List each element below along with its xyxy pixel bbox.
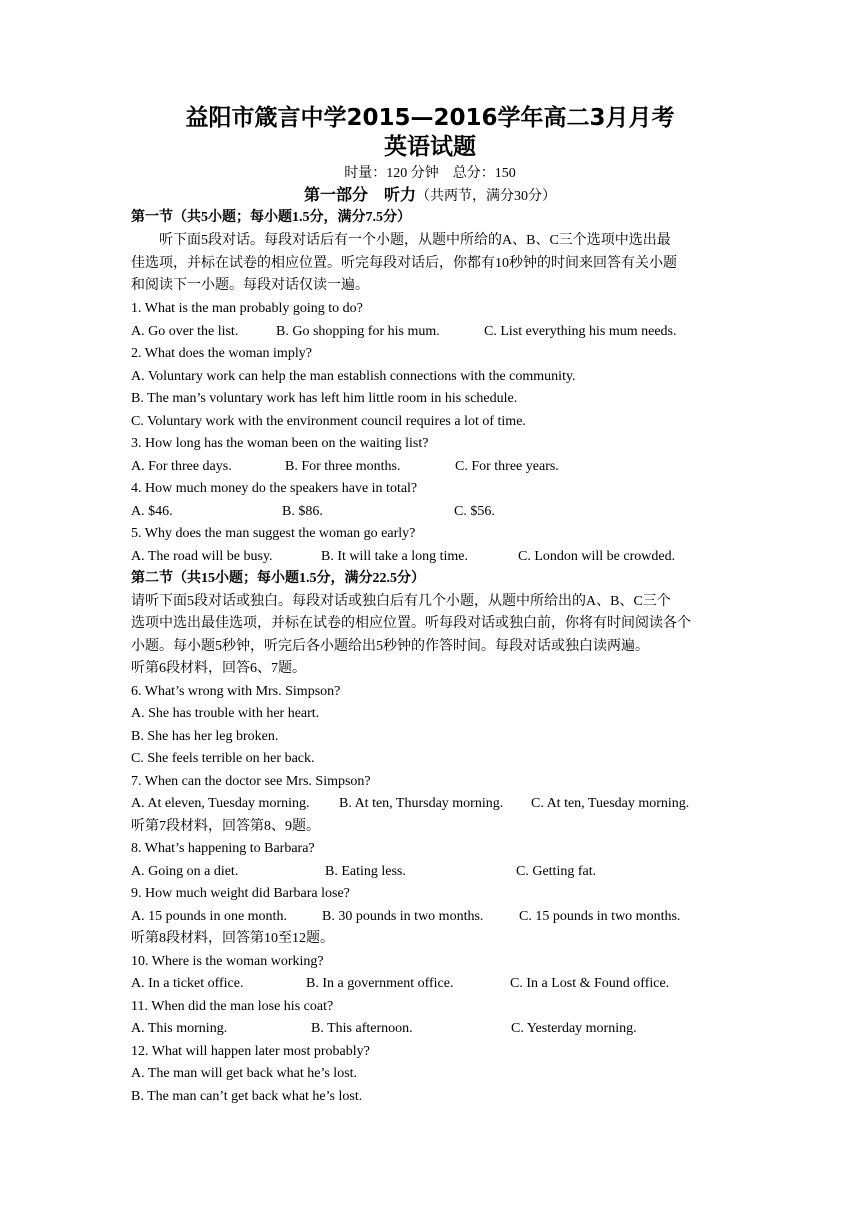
q1-option-a: A. Go over the list. bbox=[131, 324, 239, 339]
q10-option-a: A. In a ticket office. bbox=[131, 976, 244, 991]
question-10: 10. Where is the woman working? bbox=[131, 954, 324, 969]
question-9: 9. How much weight did Barbara lose? bbox=[131, 886, 350, 901]
section-one-instructions-line-3: 和阅读下一小题。每段对话仅读一遍。 bbox=[131, 278, 369, 293]
question-7: 7. When can the doctor see Mrs. Simpson? bbox=[131, 774, 371, 789]
q3-option-b: B. For three months. bbox=[285, 459, 401, 474]
q6-option-a: A. She has trouble with her heart. bbox=[131, 706, 320, 721]
question-12: 12. What will happen later most probably? bbox=[131, 1044, 370, 1059]
section-one-instructions-line-2: 佳选项，并标在试卷的相应位置。听完每段对话后，你都有10秒钟的时间来回答有关小题 bbox=[131, 256, 677, 271]
q1-option-b: B. Go shopping for his mum. bbox=[276, 324, 440, 339]
q11-option-c: C. Yesterday morning. bbox=[511, 1021, 637, 1036]
section-two-instructions-line-3: 小题。每小题5秒钟，听完后各小题给出5秒钟的作答时间。每段对话或独白读两遍。 bbox=[131, 639, 649, 654]
question-11: 11. When did the man lose his coat? bbox=[131, 999, 334, 1014]
question-2: 2. What does the woman imply? bbox=[131, 346, 312, 361]
material-7-note: 听第7段材料，回答第8、9题。 bbox=[131, 819, 320, 834]
q10-option-c: C. In a Lost & Found office. bbox=[510, 976, 670, 991]
part-one-name: 第一部分 听力 bbox=[303, 187, 416, 204]
q1-option-c: C. List everything his mum needs. bbox=[484, 324, 677, 339]
q8-option-c: C. Getting fat. bbox=[516, 864, 597, 879]
q9-option-a: A. 15 pounds in one month. bbox=[131, 909, 287, 924]
question-3: 3. How long has the woman been on the waiting list? bbox=[131, 436, 429, 451]
section-two-instructions-line-1: 请听下面5段对话或独白。每段对话或独白后有几个小题，从题中所给出的A、B、C三个 bbox=[131, 594, 671, 609]
part-one-subtitle: （共两节，满分30分） bbox=[416, 189, 556, 204]
q7-option-b: B. At ten, Thursday morning. bbox=[339, 796, 504, 811]
q2-option-b: B. The man’s voluntary work has left him little room in his schedule. bbox=[131, 391, 518, 406]
question-6: 6. What’s wrong with Mrs. Simpson? bbox=[131, 684, 341, 699]
q7-option-c: C. At ten, Tuesday morning. bbox=[531, 796, 690, 811]
material-8-note: 听第8段材料，回答第10至12题。 bbox=[131, 931, 334, 946]
section-two-instructions-line-2: 选项中选出最佳选项，并标在试卷的相应位置。听每段对话或独白前，你将有时间阅读各个 bbox=[131, 616, 691, 631]
q6-option-c: C. She feels terrible on her back. bbox=[131, 751, 315, 766]
q9-option-c: C. 15 pounds in two months. bbox=[519, 909, 681, 924]
q10-option-b: B. In a government office. bbox=[306, 976, 454, 991]
section-one-instructions-line-1: 听下面5段对话。每段对话后有一个小题，从题中所给的A、B、C三个选项中选出最 bbox=[159, 233, 671, 248]
section-one-heading: 第一节（共5小题；每小题1.5分，满分7.5分） bbox=[131, 210, 411, 225]
section-two-heading: 第二节（共15小题；每小题1.5分，满分22.5分） bbox=[131, 571, 425, 586]
exam-subject-title: 英语试题 bbox=[384, 134, 476, 160]
material-6-note: 听第6段材料，回答6、7题。 bbox=[131, 661, 306, 676]
q7-option-a: A. At eleven, Tuesday morning. bbox=[131, 796, 310, 811]
question-8: 8. What’s happening to Barbara? bbox=[131, 841, 315, 856]
q11-option-b: B. This afternoon. bbox=[311, 1021, 413, 1036]
q8-option-a: A. Going on a diet. bbox=[131, 864, 239, 879]
question-5: 5. Why does the man suggest the woman go early? bbox=[131, 526, 416, 541]
q12-option-a: A. The man will get back what he’s lost. bbox=[131, 1066, 358, 1081]
q3-option-c: C. For three years. bbox=[455, 459, 559, 474]
q2-option-c: C. Voluntary work with the environment council requires a lot of time. bbox=[131, 414, 526, 429]
question-1: 1. What is the man probably going to do? bbox=[131, 301, 363, 316]
q5-option-c: C. London will be crowded. bbox=[518, 549, 676, 564]
part-one-title bbox=[0, 185, 860, 208]
q6-option-b: B. She has her leg broken. bbox=[131, 729, 279, 744]
q12-option-b: B. The man can’t get back what he’s lost. bbox=[131, 1089, 363, 1104]
q4-option-c: C. $56. bbox=[454, 504, 495, 519]
q3-option-a: A. For three days. bbox=[131, 459, 232, 474]
q5-option-a: A. The road will be busy. bbox=[131, 549, 273, 564]
q4-option-b: B. $86. bbox=[282, 504, 323, 519]
q8-option-b: B. Eating less. bbox=[325, 864, 406, 879]
exam-title: 益阳市箴言中学2015—2016学年高二3月月考 bbox=[185, 105, 675, 131]
q5-option-b: B. It will take a long time. bbox=[321, 549, 468, 564]
q2-option-a: A. Voluntary work can help the man establish connections with the community. bbox=[131, 369, 576, 384]
question-4: 4. How much money do the speakers have in total? bbox=[131, 481, 418, 496]
q11-option-a: A. This morning. bbox=[131, 1021, 228, 1036]
exam-meta: 时量：120 分钟 总分：150 bbox=[344, 166, 516, 181]
q9-option-b: B. 30 pounds in two months. bbox=[322, 909, 484, 924]
q4-option-a: A. $46. bbox=[131, 504, 173, 519]
